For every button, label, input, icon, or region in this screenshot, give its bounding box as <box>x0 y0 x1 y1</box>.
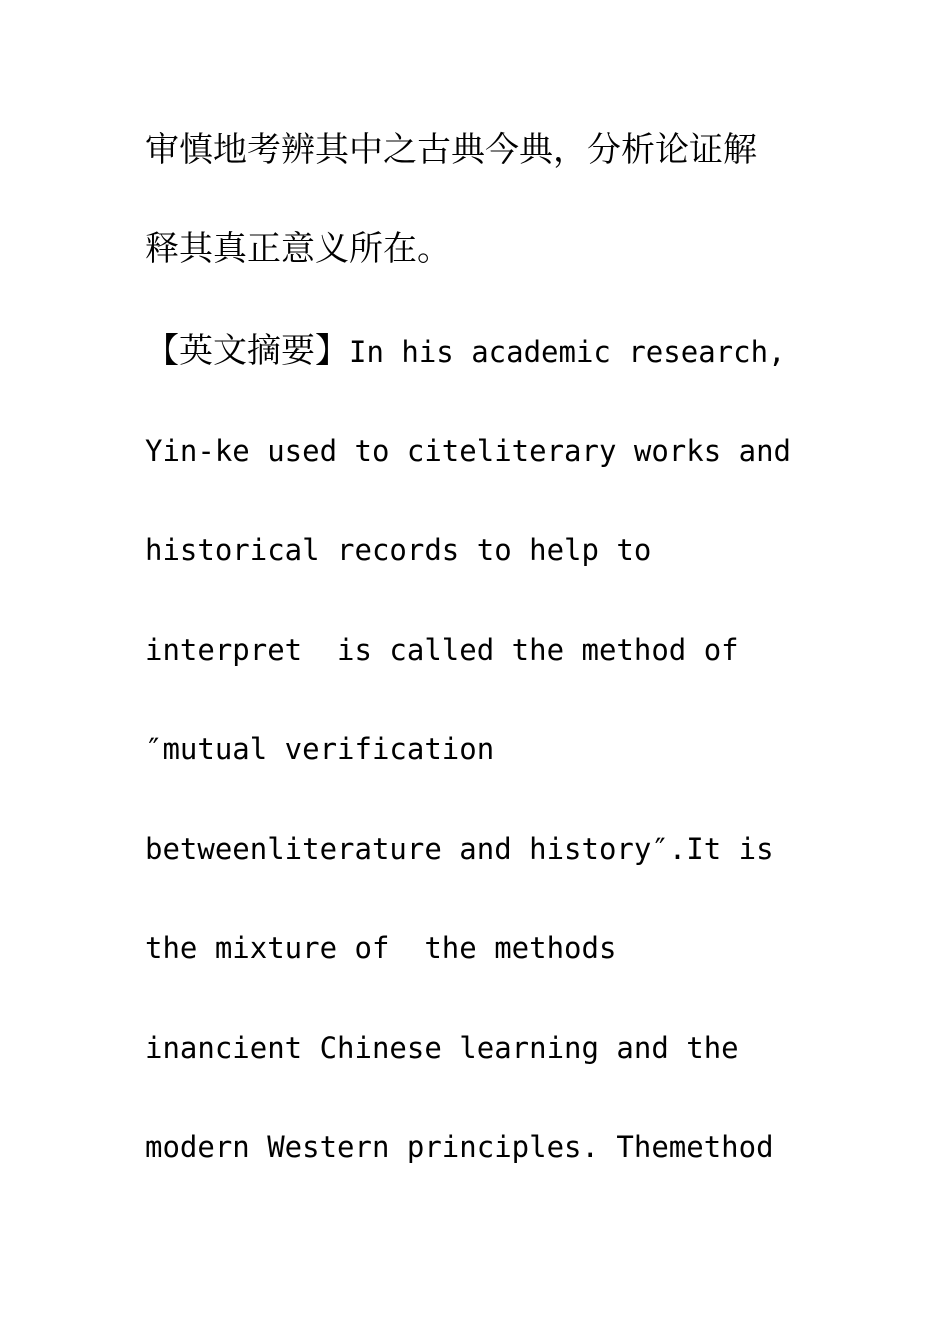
text-line: historical records to help to <box>145 533 652 567</box>
text-line: interpret is called the method of <box>145 633 739 667</box>
abstract-heading: 【英文摘要】 <box>145 331 349 371</box>
text-line: 审慎地考辨其中之古典今典，分析论证解 <box>145 130 757 170</box>
text-line <box>145 331 786 371</box>
text-line: inancient Chinese learning and the <box>145 1031 739 1065</box>
text-line: the mixture of the methods <box>145 931 617 965</box>
text-line: betweenliterature and history″.It is <box>145 832 774 866</box>
text-line: 释其真正意义所在。 <box>145 229 451 269</box>
abstract-text: In his academic research, <box>349 335 786 369</box>
text-line: ″mutual verification <box>145 732 495 766</box>
text-line: Yin-ke used to citeliterary works and <box>145 434 792 468</box>
text-line: modern Western principles. Themethod <box>145 1130 774 1164</box>
